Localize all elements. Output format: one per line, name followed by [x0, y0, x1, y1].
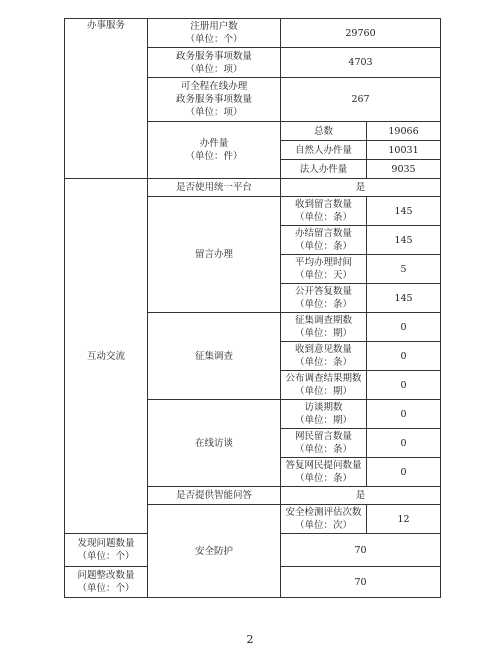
survey-label: 征集调查	[148, 313, 281, 400]
survey-opinions-value: 0	[367, 342, 441, 371]
issues-fixed-label: 问题整改数量 （单位：个）	[65, 567, 148, 598]
interview-netizen-messages-value: 0	[367, 429, 441, 458]
assessments-value: 12	[367, 505, 441, 534]
unified-platform-label: 是否使用统一平台	[148, 179, 281, 197]
interview-netizen-messages-label: 网民留言数量 （单位：条）	[281, 429, 367, 458]
interview-answered-label: 答复网民提问数量 （单位：条）	[281, 458, 367, 487]
category-security: 安全防护	[148, 505, 281, 598]
cases-total-label: 总数	[281, 122, 367, 141]
interview-periods-value: 0	[367, 400, 441, 429]
survey-results-value: 0	[367, 371, 441, 400]
cases-legal-label: 法人办件量	[281, 160, 367, 179]
assessments-label: 安全检测评估次数 （单位：次）	[281, 505, 367, 534]
messages-received-label: 收到留言数量 （单位：条）	[281, 197, 367, 226]
smart-qa-value: 是	[281, 487, 441, 505]
survey-opinions-label: 收到意见数量 （单位：条）	[281, 342, 367, 371]
unified-platform-value: 是	[281, 179, 441, 197]
page-number: 2	[246, 633, 254, 646]
interview-periods-label: 访谈期数 （单位：期）	[281, 400, 367, 429]
messages-avg-time-label: 平均办理时间 （单位：天）	[281, 255, 367, 284]
cases-label: 办件量 （单位：件）	[148, 122, 281, 179]
messages-received-value: 145	[367, 197, 441, 226]
messages-label: 留言办理	[148, 197, 281, 313]
table-row	[65, 19, 441, 48]
survey-periods-value: 0	[367, 313, 441, 342]
service-items-value: 4703	[281, 48, 441, 78]
category-service: 办事服务	[65, 19, 148, 179]
survey-results-label: 公布调查结果期数 （单位：期）	[281, 371, 367, 400]
registered-users-label: 注册用户数 （单位：个）	[148, 19, 281, 48]
messages-avg-time-value: 5	[367, 255, 441, 284]
issues-found-label: 发现问题数量 （单位：个）	[65, 534, 148, 567]
issues-found-value: 70	[281, 534, 441, 567]
messages-concluded-value: 145	[367, 226, 441, 255]
messages-concluded-label: 办结留言数量 （单位：条）	[281, 226, 367, 255]
cases-total-value: 19066	[367, 122, 441, 141]
survey-periods-label: 征集调查期数 （单位：期）	[281, 313, 367, 342]
interview-answered-value: 0	[367, 458, 441, 487]
category-interaction: 互动交流	[65, 179, 148, 534]
cases-legal-value: 9035	[367, 160, 441, 179]
smart-qa-label: 是否提供智能问答	[148, 487, 281, 505]
messages-public-replies-value: 145	[367, 284, 441, 313]
online-items-label: 可全程在线办理 政务服务事项数量 （单位：项）	[148, 78, 281, 122]
interview-label: 在线访谈	[148, 400, 281, 487]
table-row	[65, 179, 441, 197]
registered-users-value: 29760	[281, 19, 441, 48]
online-items-value: 267	[281, 78, 441, 122]
issues-fixed-value: 70	[281, 567, 441, 598]
cases-person-value: 10031	[367, 141, 441, 160]
messages-public-replies-label: 公开答复数量 （单位：条）	[281, 284, 367, 313]
service-items-label: 政务服务事项数量 （单位：项）	[148, 48, 281, 78]
cases-person-label: 自然人办件量	[281, 141, 367, 160]
statistics-table	[64, 18, 441, 598]
